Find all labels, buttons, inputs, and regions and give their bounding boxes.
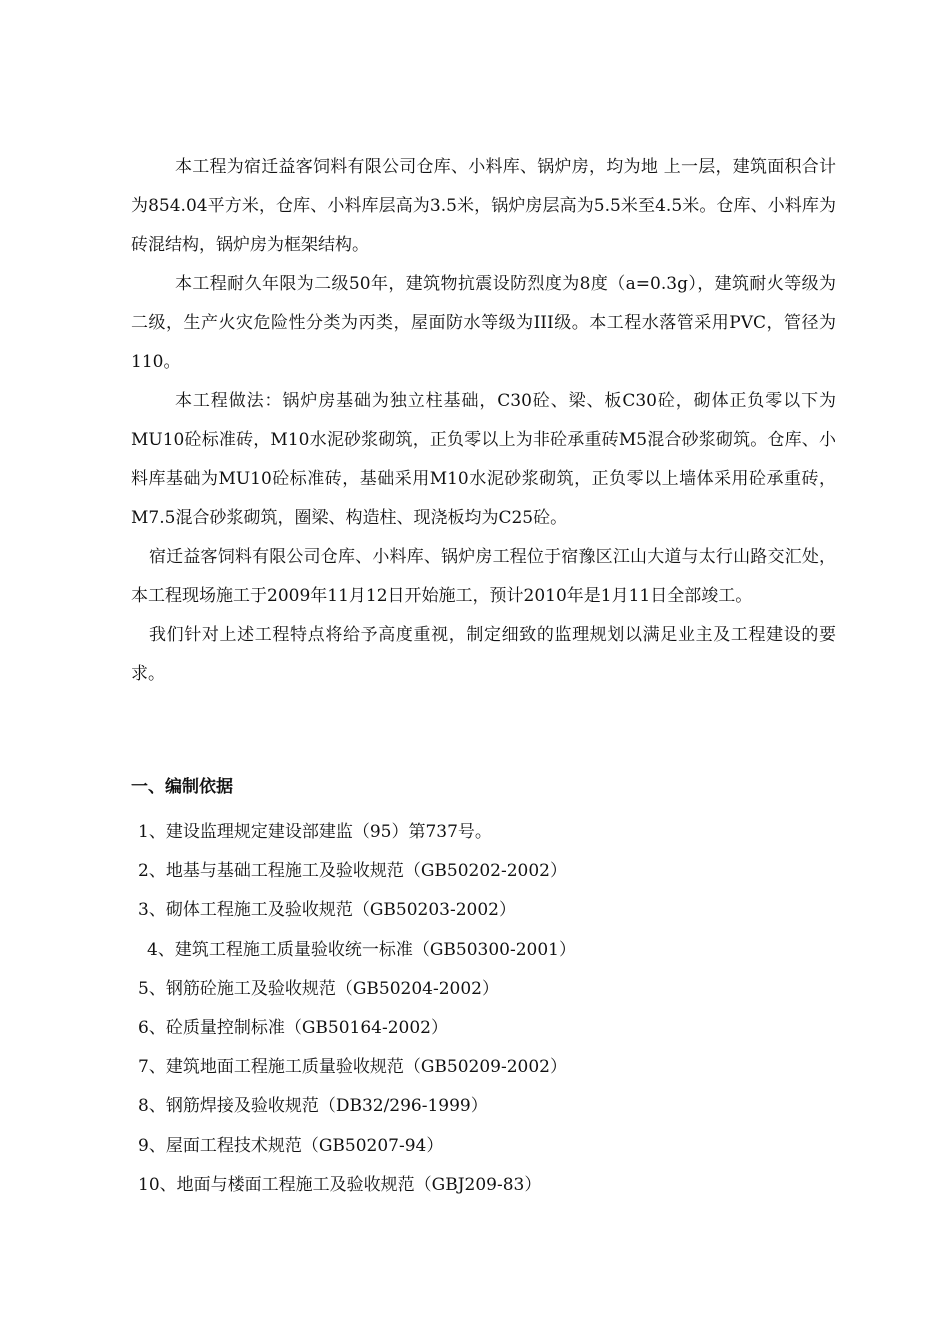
reference-item: 1、建设监理规定建设部建监（95）第737号。 xyxy=(138,822,492,842)
reference-item: 4、建筑工程施工质量验收统一标准（GB50300-2001） xyxy=(147,939,576,960)
paragraph-construction-method: 本工程做法：锅炉房基础为独立柱基础，C30砼、梁、板C30砼，砌体正负零以下为MU10砼标准砖，M10水泥砂浆砌筑，正负零以上为非砼承重砖M5混合砂浆砌筑。仓库、小料库基础为MU10砼标准砖，基础采用M10水泥砂浆砌筑，正负零以上墙体采用砼承重砖，M7.5混合砂浆砌筑，圈梁、构造柱、现浇板均为C25砼。 xyxy=(131,391,836,528)
reference-item: 6、砼质量控制标准（GB50164-2002） xyxy=(138,1018,448,1039)
project-overview xyxy=(131,148,836,694)
reference-item: 8、钢筋焊接及验收规范（DB32/296-1999） xyxy=(138,1096,488,1117)
section-heading-basis: 一、编制依据 xyxy=(131,777,233,797)
paragraph-project-scope: 本工程为宿迁益客饲料有限公司仓库、小料库、锅炉房，均为地 上一层，建筑面积合计为854.04平方米，仓库、小料库层高为3.5米，锅炉房层高为5.5米至4.5米。仓库、小料库为砖混结构，锅炉房为框架结构。 xyxy=(131,157,836,255)
reference-item: 3、砌体工程施工及验收规范（GB50203-2002） xyxy=(138,900,516,921)
reference-item: 9、屋面工程技术规范（GB50207-94） xyxy=(138,1135,444,1156)
paragraph-location-schedule: 宿迁益客饲料有限公司仓库、小料库、锅炉房工程位于宿豫区江山大道与太行山路交汇处，本工程现场施工于2009年11月12日开始施工，预计2010年是1月11日全部竣工。 xyxy=(131,547,836,606)
reference-list xyxy=(138,813,576,1205)
reference-item: 7、建筑地面工程施工质量验收规范（GB50209-2002） xyxy=(138,1057,567,1078)
paragraph-durability-grade: 本工程耐久年限为二级50年，建筑物抗震设防烈度为8度（a=0.3g），建筑耐火等级为二级，生产火灾危险性分类为丙类，屋面防水等级为III级。本工程水落管采用PVC，管径为110。 xyxy=(131,274,836,372)
paragraph-supervision-commitment: 我们针对上述工程特点将给予高度重视，制定细致的监理规划以满足业主及工程建设的要求。 xyxy=(131,625,836,684)
reference-item: 5、钢筋砼施工及验收规范（GB50204-2002） xyxy=(138,978,499,999)
reference-item: 2、地基与基础工程施工及验收规范（GB50202-2002） xyxy=(138,861,567,882)
reference-item: 10、地面与楼面工程施工及验收规范（GBJ209-83） xyxy=(138,1174,542,1195)
